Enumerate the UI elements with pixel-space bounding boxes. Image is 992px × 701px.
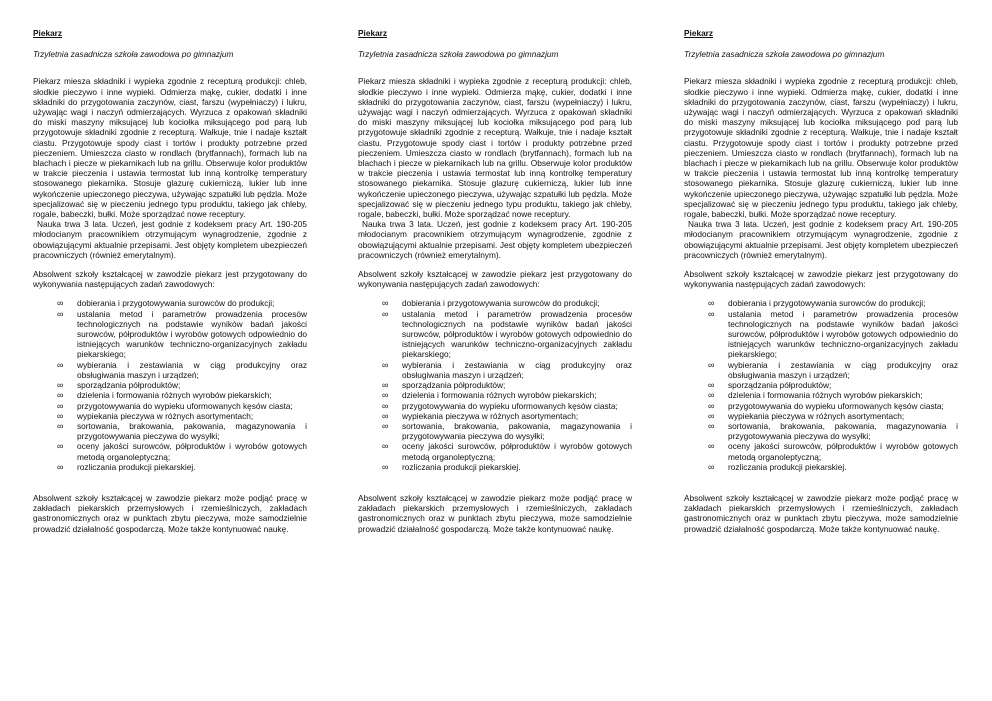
training-paragraph: Nauka trwa 3 lata. Uczeń, jest godnie z kodeksem pracy Art. 190-205 młodocianym pracownikiem otrzymującym wynagrodzenie, zgodnie z obowiązującymi aktualnie przepisami. Jest objęty kompletem ubezpieczeń pracowniczych (również emerytalnym).: [684, 219, 958, 260]
list-item: ∞ ustalania metod i parametrów prowadzenia procesów technologicznych na podstawie wyników badań jakości surowców, półproduktów i wyrobów gotowych odpowiednio do istniejących warunków techniczno-organizacyjnych zakładu piekarskiego;: [57, 308, 307, 360]
infinity-bullet-icon: ∞: [382, 400, 389, 411]
document-column-1: [33, 28, 307, 534]
infinity-bullet-icon: ∞: [57, 441, 64, 452]
infinity-bullet-icon: ∞: [708, 390, 715, 401]
infinity-bullet-icon: ∞: [382, 420, 389, 431]
list-item: ∞ sporządzania półproduktów;: [708, 380, 832, 391]
list-item: ∞ ustalania metod i parametrów prowadzenia procesów technologicznych na podstawie wyników badań jakości surowców, półproduktów i wyrobów gotowych odpowiednio do istniejących warunków techniczno-organizacyjnych zakładu piekarskiego;: [382, 308, 632, 360]
list-item: ∞ rozliczania produkcji piekarskiej.: [57, 461, 196, 472]
list-item: ∞ dzielenia i formowania różnych wyrobów piekarskich;: [57, 390, 272, 401]
list-item: ∞ przygotowywania do wypieku uformowanych kęsów ciasta;: [382, 400, 618, 411]
infinity-bullet-icon: ∞: [57, 400, 64, 411]
list-item: ∞ dzielenia i formowania różnych wyrobów piekarskich;: [382, 390, 597, 401]
infinity-bullet-icon: ∞: [708, 410, 715, 421]
list-item: ∞ przygotowywania do wypieku uformowanych kęsów ciasta;: [708, 400, 944, 411]
page-title: Piekarz: [358, 28, 388, 38]
document-column-2: [358, 28, 632, 534]
list-item: ∞ oceny jakości surowców, półproduktów i wyrobów gotowych metodą organoleptyczną;: [57, 441, 307, 462]
list-item: ∞ wybierania i zestawiania w ciąg produkcyjny oraz obsługiwania maszyn i urządzeń;: [708, 359, 958, 380]
page-subtitle: Trzyletnia zasadnicza szkoła zawodowa po gimnazjum: [358, 49, 559, 60]
list-item: ∞ dobierania i przygotowywania surowców do produkcji;: [57, 298, 275, 309]
graduate-intro: Absolwent szkoły kształcącej w zawodzie piekarz jest przygotowany do wykonywania następujących zadań zawodowych:: [684, 269, 958, 290]
graduate-intro: Absolwent szkoły kształcącej w zawodzie piekarz jest przygotowany do wykonywania następujących zadań zawodowych:: [358, 269, 632, 290]
list-item: ∞ sporządzania półproduktów;: [57, 380, 181, 391]
career-paragraph: Absolwent szkoły kształcącej w zawodzie piekarz może podjąć pracę w zakładach piekarskich przemysłowych i rzemieślniczych, zakładach gastronomicznych oraz w punktach zbytu pieczywa, może samodzielnie prowadzić działalność gospodarczą. Może także kontynuować naukę.: [684, 492, 958, 534]
list-item: ∞ oceny jakości surowców, półproduktów i wyrobów gotowych metodą organoleptyczną;: [708, 441, 958, 462]
description-paragraph: Piekarz miesza składniki i wypieka zgodnie z recepturą produkcji: chleb, słodkie pieczywo i inne wypieki. Odmierza mąkę, cukier, dodatki i inne składniki do przygotowania zaczynów, ciast, farszu (wypełniaczy) i lukru, używając wagi i naczyń odmierzających. Wyrzuca z opakowań składniki do miski maszyny miksującej lub kociołka miksującego pod parą lub przygotowuje składniki zgodnie z recepturą. Wałkuje, tnie i nadaje kształt ciastu. Przygotowuje spody ciast i tortów i produkty potrzebne przed pieczeniem. Umieszcza ciasto w rondlach (brytfannach), formach lub na blachach i piecze w piekarnikach lub na grillu. Obserwuje kolor produktów w trakcie pieczenia i ustawia termostat lub inną kontrolkę temperatury stosowanego piekarnika. Stosuje glazurę cukierniczą, lukier lub inne wykończenie upieczonego pieczywa, używając szpatułki lub pędzla. Może specjalizować się w pieczeniu jednego typu produktu, takiego jak chleby, rogale, babeczki, bułki. Może sporządzać nowe receptury.: [684, 76, 958, 220]
page-title: Piekarz: [684, 28, 714, 38]
task-list: [684, 298, 958, 471]
list-item: ∞ wypiekania pieczywa w różnych asortymentach;: [57, 410, 254, 421]
list-item: ∞ dobierania i przygotowywania surowców do produkcji;: [382, 298, 600, 309]
training-paragraph: Nauka trwa 3 lata. Uczeń, jest godnie z kodeksem pracy Art. 190-205 młodocianym pracownikiem otrzymującym wynagrodzenie, zgodnie z obowiązującymi aktualnie przepisami. Jest objęty kompletem ubezpieczeń pracowniczych (również emerytalnym).: [358, 219, 632, 260]
list-item: ∞ sortowania, brakowania, pakowania, magazynowania i przygotowywania pieczywa do wysyłki;: [382, 420, 632, 442]
task-list: [358, 298, 632, 471]
infinity-bullet-icon: ∞: [57, 461, 64, 472]
infinity-bullet-icon: ∞: [708, 400, 715, 411]
list-item: ∞ sporządzania półproduktów;: [382, 380, 506, 391]
infinity-bullet-icon: ∞: [57, 380, 64, 391]
list-item: ∞ wybierania i zestawiania w ciąg produkcyjny oraz obsługiwania maszyn i urządzeń;: [57, 359, 307, 380]
infinity-bullet-icon: ∞: [382, 461, 389, 472]
page-subtitle: Trzyletnia zasadnicza szkoła zawodowa po gimnazjum: [33, 49, 234, 60]
list-item: ∞ ustalania metod i parametrów prowadzenia procesów technologicznych na podstawie wyników badań jakości surowców, półproduktów i wyrobów gotowych odpowiednio do istniejących warunków techniczno-organizacyjnych zakładu piekarskiego;: [708, 308, 958, 360]
page-subtitle: Trzyletnia zasadnicza szkoła zawodowa po gimnazjum: [684, 49, 885, 60]
infinity-bullet-icon: ∞: [708, 308, 715, 319]
infinity-bullet-icon: ∞: [382, 410, 389, 421]
description-paragraph: Piekarz miesza składniki i wypieka zgodnie z recepturą produkcji: chleb, słodkie pieczywo i inne wypieki. Odmierza mąkę, cukier, dodatki i inne składniki do przygotowania zaczynów, ciast, farszu (wypełniaczy) i lukru, używając wagi i naczyń odmierzających. Wyrzuca z opakowań składniki do miski maszyny miksującej lub kociołka miksującego pod parą lub przygotowuje składniki zgodnie z recepturą. Wałkuje, tnie i nadaje kształt ciastu. Przygotowuje spody ciast i tortów i produkty potrzebne przed pieczeniem. Umieszcza ciasto w rondlach (brytfannach), formach lub na blachach i piecze w piekarnikach lub na grillu. Obserwuje kolor produktów w trakcie pieczenia i ustawia termostat lub inną kontrolkę temperatury stosowanego piekarnika. Stosuje glazurę cukierniczą, lukier lub inne wykończenie upieczonego pieczywa, używając szpatułki lub pędzla. Może specjalizować się w pieczeniu jednego typu produktu, takiego jak chleby, rogale, babeczki, bułki. Może sporządzać nowe receptury.: [33, 76, 307, 220]
infinity-bullet-icon: ∞: [57, 359, 64, 370]
list-item: ∞ rozliczania produkcji piekarskiej.: [708, 461, 847, 472]
infinity-bullet-icon: ∞: [708, 420, 715, 431]
infinity-bullet-icon: ∞: [57, 308, 64, 319]
list-item: ∞ dobierania i przygotowywania surowców do produkcji;: [708, 298, 926, 309]
list-item: ∞ sortowania, brakowania, pakowania, magazynowania i przygotowywania pieczywa do wysyłki;: [57, 420, 307, 442]
description-paragraph: Piekarz miesza składniki i wypieka zgodnie z recepturą produkcji: chleb, słodkie pieczywo i inne wypieki. Odmierza mąkę, cukier, dodatki i inne składniki do przygotowania zaczynów, ciast, farszu (wypełniaczy) i lukru, używając wagi i naczyń odmierzających. Wyrzuca z opakowań składniki do miski maszyny miksującej lub kociołka miksującego pod parą lub przygotowuje składniki zgodnie z recepturą. Wałkuje, tnie i nadaje kształt ciastu. Przygotowuje spody ciast i tortów i produkty potrzebne przed pieczeniem. Umieszcza ciasto w rondlach (brytfannach), formach lub na blachach i piecze w piekarnikach lub na grillu. Obserwuje kolor produktów w trakcie pieczenia i ustawia termostat lub inną kontrolkę temperatury stosowanego piekarnika. Stosuje glazurę cukierniczą, lukier lub inne wykończenie upieczonego pieczywa, używając szpatułki lub pędzla. Może specjalizować się w pieczeniu jednego typu produktu, takiego jak chleby, rogale, babeczki, bułki. Może sporządzać nowe receptury.: [358, 76, 632, 220]
infinity-bullet-icon: ∞: [382, 308, 389, 319]
infinity-bullet-icon: ∞: [708, 298, 715, 309]
graduate-intro: Absolwent szkoły kształcącej w zawodzie piekarz jest przygotowany do wykonywania następujących zadań zawodowych:: [33, 269, 307, 290]
list-item: ∞ wypiekania pieczywa w różnych asortymentach;: [708, 410, 905, 421]
list-item: ∞ sortowania, brakowania, pakowania, magazynowania i przygotowywania pieczywa do wysyłki;: [708, 420, 958, 442]
infinity-bullet-icon: ∞: [382, 380, 389, 391]
list-item: ∞ oceny jakości surowców, półproduktów i wyrobów gotowych metodą organoleptyczną;: [382, 441, 632, 462]
infinity-bullet-icon: ∞: [708, 359, 715, 370]
document-column-3: [684, 28, 958, 534]
page-title: Piekarz: [33, 28, 63, 38]
infinity-bullet-icon: ∞: [708, 380, 715, 391]
infinity-bullet-icon: ∞: [382, 298, 389, 309]
task-list: [33, 298, 307, 471]
list-item: ∞ rozliczania produkcji piekarskiej.: [382, 461, 521, 472]
infinity-bullet-icon: ∞: [57, 298, 64, 309]
infinity-bullet-icon: ∞: [57, 390, 64, 401]
list-item: ∞ przygotowywania do wypieku uformowanych kęsów ciasta;: [57, 400, 293, 411]
infinity-bullet-icon: ∞: [382, 441, 389, 452]
list-item: ∞ wybierania i zestawiania w ciąg produkcyjny oraz obsługiwania maszyn i urządzeń;: [382, 359, 632, 380]
infinity-bullet-icon: ∞: [382, 390, 389, 401]
career-paragraph: Absolwent szkoły kształcącej w zawodzie piekarz może podjąć pracę w zakładach piekarskich przemysłowych i rzemieślniczych, zakładach gastronomicznych oraz w punktach zbytu pieczywa, może samodzielnie prowadzić działalność gospodarczą. Może także kontynuować naukę.: [358, 492, 632, 534]
list-item: ∞ dzielenia i formowania różnych wyrobów piekarskich;: [708, 390, 923, 401]
list-item: ∞ wypiekania pieczywa w różnych asortymentach;: [382, 410, 579, 421]
training-paragraph: Nauka trwa 3 lata. Uczeń, jest godnie z kodeksem pracy Art. 190-205 młodocianym pracownikiem otrzymującym wynagrodzenie, zgodnie z obowiązującymi aktualnie przepisami. Jest objęty kompletem ubezpieczeń pracowniczych (również emerytalnym).: [33, 219, 307, 260]
infinity-bullet-icon: ∞: [708, 441, 715, 452]
infinity-bullet-icon: ∞: [708, 461, 715, 472]
infinity-bullet-icon: ∞: [57, 410, 64, 421]
career-paragraph: Absolwent szkoły kształcącej w zawodzie piekarz może podjąć pracę w zakładach piekarskich przemysłowych i rzemieślniczych, zakładach gastronomicznych oraz w punktach zbytu pieczywa, może samodzielnie prowadzić działalność gospodarczą. Może także kontynuować naukę.: [33, 492, 307, 534]
infinity-bullet-icon: ∞: [382, 359, 389, 370]
infinity-bullet-icon: ∞: [57, 420, 64, 431]
